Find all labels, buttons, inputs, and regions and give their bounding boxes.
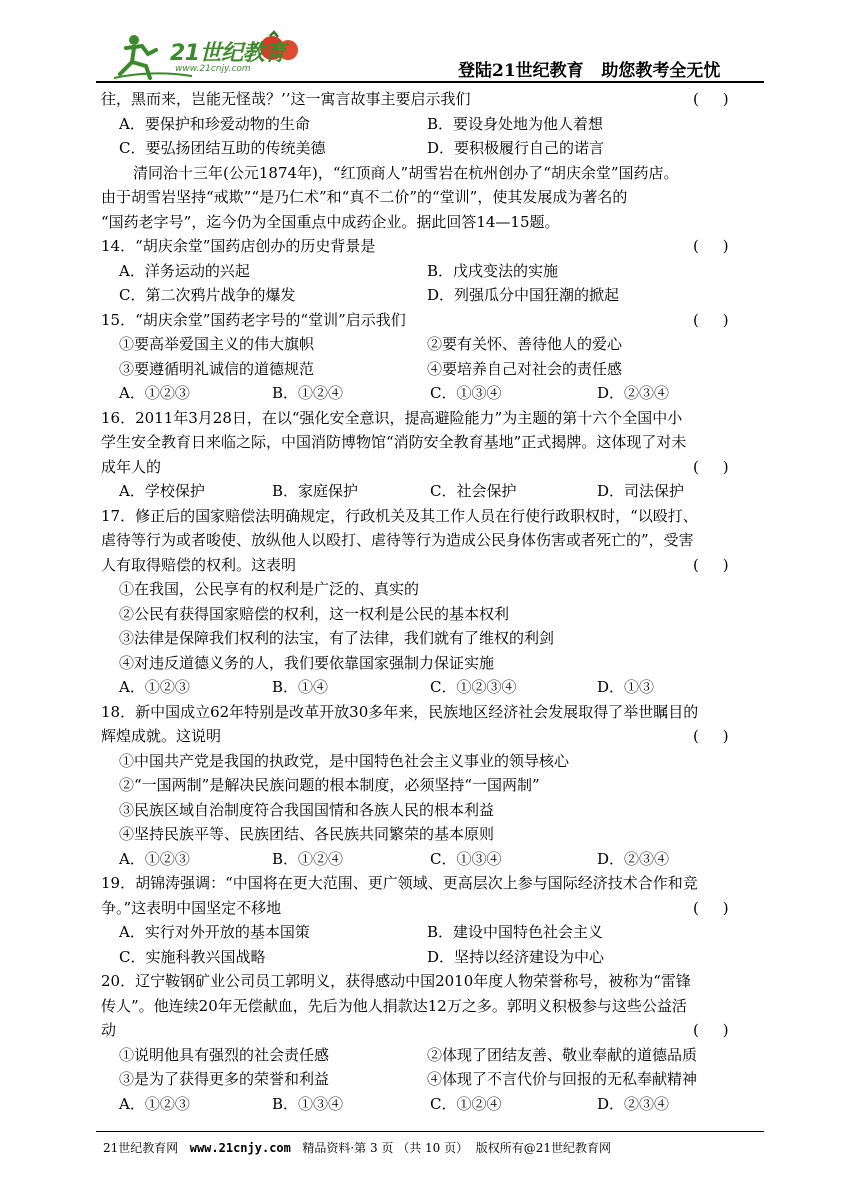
option-text: C．社会保护: [430, 482, 517, 500]
text-line: ①要高举爱国主义的伟大旗帜: [119, 335, 315, 353]
option-text: D．要积极履行自己的诺言: [427, 139, 605, 157]
text-line: ③民族区域自治制度符合我国国情和各族人民的根本利益: [119, 801, 495, 819]
text-line: 15．“胡庆余堂”国药老字号的“堂训”启示我们: [101, 311, 406, 329]
answer-blank: ( ): [693, 311, 729, 329]
answer-blank: ( ): [693, 458, 729, 476]
text-line: 传人”。他连续20年无偿献血，先后为他人捐款达12万之多。郭明义积极参与这些公益活: [101, 997, 687, 1015]
option-text: B．家庭保护: [272, 482, 359, 500]
option-text: B．要设身处地为他人着想: [427, 115, 604, 133]
text-line: A．①②③: [119, 384, 190, 402]
text-line: A．①②③: [119, 1095, 190, 1113]
answer-blank: ( ): [693, 90, 729, 108]
text-line: 清同治十三年(公元1874年)，“红顶商人”胡雪岩在杭州创办了“胡庆余堂”国药店。: [133, 164, 679, 182]
option-text: D．②③④: [597, 1095, 670, 1113]
text-line: ④坚持民族平等、民族团结、各民族共同繁荣的基本原则: [119, 825, 495, 843]
answer-blank: ( ): [693, 556, 729, 574]
option-text: ②要有关怀、善待他人的爱心: [427, 335, 623, 353]
text-line: C．实施科教兴国战略: [119, 948, 266, 966]
text-line: ②“一国两制”是解决民族问题的根本制度，必须坚持“一国两制”: [119, 776, 540, 794]
text-line: 16．2011年3月28日，在以“强化安全意识，提高避险能力”为主题的第十六个全国中小: [101, 409, 683, 427]
text-line: A．洋务运动的兴起: [119, 262, 250, 280]
option-text: D．②③④: [597, 384, 670, 402]
option-text: D．列强瓜分中国狂潮的掀起: [427, 286, 620, 304]
footer-divider: [96, 1131, 764, 1132]
text-line: A．实行对外开放的基本国策: [119, 923, 310, 941]
text-line: 20．辽宁鞍钢矿业公司员工郭明义，获得感动中国2010年度人物荣誉称号，被称为“雷锋: [101, 972, 691, 990]
text-line: 19．胡锦涛强调：“中国将在更大范围、更广领域、更高层次上参与国际经济技术合作和竞: [101, 874, 698, 892]
option-text: D．①③: [597, 678, 655, 696]
text-line: A．①②③: [119, 678, 190, 696]
text-line: ②公民有获得国家赔偿的权利，这一权利是公民的基本权利: [119, 605, 510, 623]
answer-blank: ( ): [693, 237, 729, 255]
footer-url[interactable]: www.21cnjy.com: [189, 1141, 291, 1155]
text-line: ①中国共产党是我国的执政党，是中国特色社会主义事业的领导核心: [119, 752, 570, 770]
answer-blank: ( ): [693, 1021, 729, 1039]
text-line: 虐待等行为或者唆使、放纵他人以殴打、虐待等行为造成公民身体伤害或者死亡的”，受害: [101, 531, 694, 549]
option-text: B．①④: [272, 678, 329, 696]
option-text: D．②③④: [597, 850, 670, 868]
logo-text: 21世纪教育: [170, 41, 286, 66]
text-line: A．①②③: [119, 850, 190, 868]
text-line: C．第二次鸦片战争的爆发: [119, 286, 296, 304]
footer-copyright: 版权所有@21世纪教育网: [475, 1141, 612, 1155]
logo-url: www.21cnjy.com: [175, 64, 251, 74]
text-line: 学生安全教育日来临之际，中国消防博物馆“消防安全教育基地”正式揭牌。这体现了对未: [101, 433, 687, 451]
option-text: B．建设中国特色社会主义: [427, 923, 604, 941]
text-line: 成年人的: [101, 458, 162, 476]
text-line: A．要保护和珍爱动物的生命: [119, 115, 310, 133]
option-text: C．①②③④: [430, 678, 517, 696]
answer-blank: ( ): [693, 727, 729, 745]
text-line: ③是为了获得更多的荣誉和利益: [119, 1070, 330, 1088]
text-line: ①说明他具有强烈的社会责任感: [119, 1046, 330, 1064]
footer-site: 21世纪教育网: [103, 1141, 179, 1155]
option-text: ②体现了团结友善、敬业奉献的道德品质: [427, 1046, 698, 1064]
text-line: 18．新中国成立62年特别是改革开放30多年来，民族地区经济社会发展取得了举世瞩目的: [101, 703, 699, 721]
option-text: D．坚持以经济建设为中心: [427, 948, 605, 966]
footer-page-info: 精品资料·第 3 页 （共 10 页）: [302, 1141, 469, 1155]
text-line: 人有取得赔偿的权利。这表明: [101, 556, 297, 574]
header-divider: [96, 81, 764, 83]
text-line: C．要弘扬团结互助的传统美德: [119, 139, 326, 157]
option-text: C．①③④: [430, 850, 502, 868]
option-text: D．司法保护: [597, 482, 685, 500]
text-line: 14．“胡庆余堂”国药店创办的历史背景是: [101, 237, 376, 255]
page-footer: [103, 1140, 611, 1156]
text-line: ①在我国，公民享有的权利是广泛的、真实的: [119, 580, 420, 598]
page-header: [0, 0, 860, 86]
text-line: 17．修正后的国家赔偿法明确规定，行政机关及其工作人员在行使行政职权时，“以殴打、: [101, 507, 698, 525]
option-text: B．①②④: [272, 384, 344, 402]
option-text: C．①②④: [430, 1095, 502, 1113]
option-text: ④体现了不言代价与回报的无私奉献精神: [427, 1070, 698, 1088]
text-line: 动: [101, 1021, 117, 1039]
option-text: ④要培养自己对社会的责任感: [427, 360, 623, 378]
option-text: B．①②④: [272, 850, 344, 868]
text-line: A．学校保护: [119, 482, 205, 500]
option-text: C．①③④: [430, 384, 502, 402]
text-line: “国药老字号”，迄今仍为全国重点中成药企业。据此回答14—15题。: [101, 213, 560, 231]
text-line: ③法律是保障我们权利的法宝，有了法律，我们就有了维权的利剑: [119, 629, 555, 647]
text-line: ④对违反道德义务的人，我们要依靠国家强制力保证实施: [119, 654, 495, 672]
text-line: 往，黑而来，岂能无怪哉？’’这一寓言故事主要启示我们: [101, 90, 471, 108]
option-text: B．①③④: [272, 1095, 344, 1113]
text-line: 辉煌成就。这说明: [101, 727, 222, 745]
text-line: ③要遵循明礼诚信的道德规范: [119, 360, 315, 378]
header-slogan: 登陆21世纪教育 助您教考全无忧: [458, 61, 721, 81]
text-line: 争。”这表明中国坚定不移地: [101, 899, 282, 917]
text-line: 由于胡雪岩坚持“戒欺”“是乃仁术”和“真不二价”的“堂训”，使其发展成为著名的: [101, 188, 628, 206]
answer-blank: ( ): [693, 899, 729, 917]
option-text: B．戊戌变法的实施: [427, 262, 559, 280]
